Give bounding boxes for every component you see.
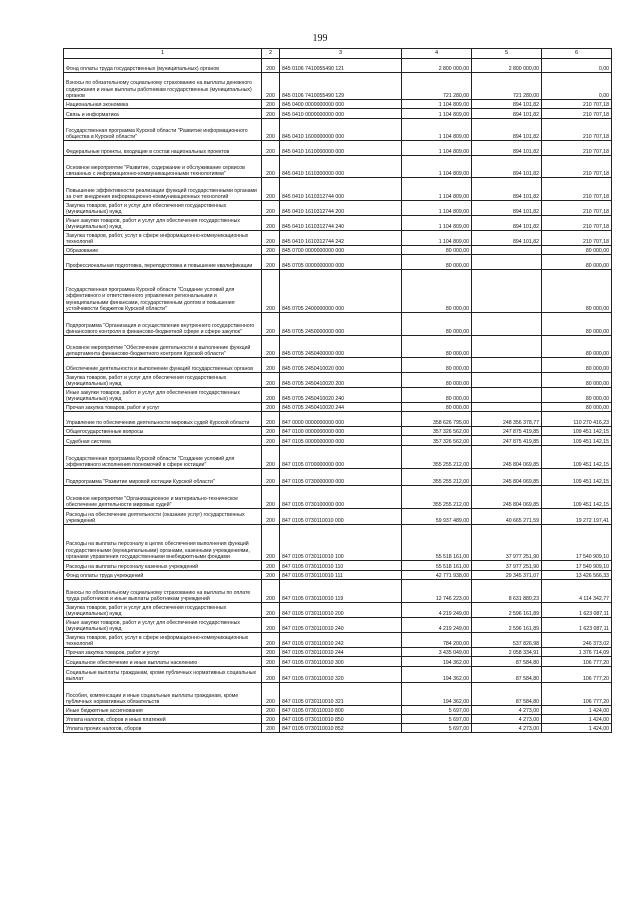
row-name-cell: Уплата налогов, сборов и иных платежей <box>64 715 262 724</box>
row-admin-code-cell: 200 <box>262 156 280 178</box>
row-remaining-amount-cell: 210 707,18 <box>542 156 612 178</box>
row-executed-amount-cell: 894 101,82 <box>472 119 542 141</box>
row-approved-amount-cell: 80 000,00 <box>402 388 472 403</box>
row-remaining-amount-cell: 80 000,00 <box>542 270 612 313</box>
row-approved-amount-cell: 5 697,00 <box>402 715 472 724</box>
row-approved-amount-cell: 59 937 489,00 <box>402 509 472 525</box>
row-budget-code-cell: 845 0705 2450410020 240 <box>280 388 402 403</box>
row-name-cell: Иные бюджетные ассигнования <box>64 706 262 715</box>
row-budget-code-cell: 845 0705 2450410020 200 <box>280 373 402 388</box>
row-approved-amount-cell: 194 362,00 <box>402 657 472 667</box>
row-executed-amount-cell <box>472 336 542 358</box>
row-admin-code-cell: 200 <box>262 469 280 486</box>
table-row <box>64 633 612 648</box>
row-name-cell: Государственная программа Курской области "Создание условий для эффективного исполнения полномочий в сфере юстиции" <box>64 446 262 469</box>
row-admin-code-cell: 200 <box>262 403 280 412</box>
row-executed-amount-cell: 87 584,80 <box>472 667 542 683</box>
row-remaining-amount-cell: 1 376 714,09 <box>542 648 612 657</box>
row-admin-code-cell: 200 <box>262 201 280 216</box>
row-name-cell: Закупка товаров, работ и услуг для обеспечения государственных (муниципальных) нужд <box>64 603 262 618</box>
row-budget-code-cell: 845 0410 1600000000 000 <box>280 119 402 141</box>
row-remaining-amount-cell: 106 777,20 <box>542 667 612 683</box>
row-name-cell: Прочая закупка товаров, работ и услуг <box>64 648 262 657</box>
row-budget-code-cell: 845 0410 1610312744 242 <box>280 231 402 246</box>
table-row <box>64 100 612 109</box>
row-name-cell: Прочая закупка товаров, работ и услуг <box>64 403 262 412</box>
row-executed-amount-cell: 2 800 000,00 <box>472 59 542 73</box>
row-admin-code-cell: 200 <box>262 231 280 246</box>
row-admin-code-cell: 200 <box>262 336 280 358</box>
table-row <box>64 509 612 525</box>
row-name-cell: Социальные выплаты гражданам, кроме публичных нормативных социальных выплат <box>64 667 262 683</box>
row-approved-amount-cell: 5 697,00 <box>402 724 472 733</box>
row-budget-code-cell: 847 0105 0730100000 000 <box>280 486 402 509</box>
row-remaining-amount-cell: 210 707,18 <box>542 231 612 246</box>
row-approved-amount-cell: 1 104 809,00 <box>402 201 472 216</box>
row-admin-code-cell: 200 <box>262 724 280 733</box>
row-budget-code-cell: 845 0705 2400000000 000 <box>280 270 402 313</box>
row-remaining-amount-cell: 210 707,18 <box>542 141 612 156</box>
row-approved-amount-cell: 194 362,00 <box>402 667 472 683</box>
row-budget-code-cell: 845 0106 7410055490 129 <box>280 73 402 100</box>
row-executed-amount-cell: 894 101,82 <box>472 109 542 119</box>
column-header: 1 <box>64 49 262 59</box>
row-admin-code-cell: 200 <box>262 358 280 373</box>
row-budget-code-cell: 845 0410 1610312744 240 <box>280 216 402 231</box>
row-name-cell: Пособия, компенсации и иные социальные выплаты гражданам, кроме публичных нормативных обязательств <box>64 683 262 706</box>
row-name-cell: Основное мероприятие "Развитие, содержание и обслуживание сервисов связанных с информационно-коммуникационными технологиями" <box>64 156 262 178</box>
row-approved-amount-cell: 80 000,00 <box>402 313 472 336</box>
row-budget-code-cell: 845 0705 0000000000 000 <box>280 255 402 270</box>
table-row <box>64 255 612 270</box>
row-admin-code-cell: 200 <box>262 446 280 469</box>
row-name-cell: Расходы на выплаты персоналу в целях обеспечения выполнения функций государственными (муниципальными) органами, казенными учреждениями, органами управления государственными внебюджетными фондами <box>64 525 262 561</box>
table-row <box>64 446 612 469</box>
row-approved-amount-cell: 4 219 249,00 <box>402 618 472 633</box>
table-row <box>64 667 612 683</box>
row-approved-amount-cell: 358 626 795,00 <box>402 412 472 427</box>
row-admin-code-cell: 200 <box>262 246 280 255</box>
table-row <box>64 109 612 119</box>
row-name-cell: Общегосударственные вопросы <box>64 427 262 436</box>
row-executed-amount-cell: 721 280,00 <box>472 73 542 100</box>
column-header: 6 <box>542 49 612 59</box>
table-row <box>64 571 612 580</box>
row-budget-code-cell: 847 0105 0730110010 800 <box>280 706 402 715</box>
row-remaining-amount-cell: 1 623 087,11 <box>542 618 612 633</box>
row-approved-amount-cell: 42 771 938,00 <box>402 571 472 580</box>
table-row <box>64 141 612 156</box>
row-executed-amount-cell <box>472 358 542 373</box>
row-budget-code-cell: 845 0705 2450400000 000 <box>280 336 402 358</box>
table-row <box>64 246 612 255</box>
row-name-cell: Образование <box>64 246 262 255</box>
row-remaining-amount-cell: 13 426 566,33 <box>542 571 612 580</box>
row-approved-amount-cell: 80 000,00 <box>402 358 472 373</box>
row-executed-amount-cell: 40 665 271,59 <box>472 509 542 525</box>
table-row <box>64 469 612 486</box>
row-executed-amount-cell: 894 101,82 <box>472 201 542 216</box>
row-executed-amount-cell: 4 273,00 <box>472 715 542 724</box>
row-executed-amount-cell <box>472 313 542 336</box>
row-executed-amount-cell <box>472 403 542 412</box>
row-remaining-amount-cell: 80 000,00 <box>542 255 612 270</box>
table-row <box>64 561 612 571</box>
table-row <box>64 313 612 336</box>
row-name-cell: Иные закупки товаров, работ и услуг для обеспечения государственных (муниципальных) нужд <box>64 216 262 231</box>
row-approved-amount-cell: 80 000,00 <box>402 255 472 270</box>
row-name-cell: Обеспечение деятельности и выполнение функций государственных органов <box>64 358 262 373</box>
row-remaining-amount-cell: 80 000,00 <box>542 246 612 255</box>
row-approved-amount-cell: 784 200,00 <box>402 633 472 648</box>
row-remaining-amount-cell: 80 000,00 <box>542 358 612 373</box>
row-admin-code-cell: 200 <box>262 436 280 446</box>
row-admin-code-cell: 200 <box>262 561 280 571</box>
row-remaining-amount-cell: 106 777,20 <box>542 683 612 706</box>
row-approved-amount-cell: 4 219 249,00 <box>402 603 472 618</box>
table-row <box>64 486 612 509</box>
row-name-cell: Уплата прочих налогов, сборов <box>64 724 262 733</box>
row-approved-amount-cell: 355 255 212,00 <box>402 446 472 469</box>
row-budget-code-cell: 847 0105 0730110010 850 <box>280 715 402 724</box>
row-approved-amount-cell: 5 697,00 <box>402 706 472 715</box>
row-admin-code-cell: 200 <box>262 313 280 336</box>
table-row <box>64 657 612 667</box>
table-row <box>64 358 612 373</box>
row-budget-code-cell: 845 0106 7410055490 121 <box>280 59 402 73</box>
row-admin-code-cell: 200 <box>262 633 280 648</box>
row-budget-code-cell: 847 0105 0700000000 000 <box>280 446 402 469</box>
budget-table <box>63 48 612 733</box>
row-name-cell: Взносы по обязательному социальному страхованию на выплаты денежного содержания и иные выплаты работникам государственных (муниципальных) органов <box>64 73 262 100</box>
table-row <box>64 436 612 446</box>
table-row <box>64 724 612 733</box>
table-row <box>64 618 612 633</box>
row-executed-amount-cell <box>472 255 542 270</box>
row-executed-amount-cell: 87 584,80 <box>472 683 542 706</box>
row-budget-code-cell: 847 0105 0730110010 320 <box>280 667 402 683</box>
row-approved-amount-cell: 1 104 809,00 <box>402 231 472 246</box>
row-approved-amount-cell: 12 746 223,00 <box>402 580 472 603</box>
row-admin-code-cell: 200 <box>262 100 280 109</box>
table-row <box>64 73 612 100</box>
row-name-cell: Связь и информатика <box>64 109 262 119</box>
row-budget-code-cell: 847 0105 0730110010 119 <box>280 580 402 603</box>
table-row <box>64 231 612 246</box>
row-admin-code-cell: 200 <box>262 59 280 73</box>
row-name-cell: Закупка товаров, работ, услуг в сфере информационно-коммуникационных технологий <box>64 633 262 648</box>
row-remaining-amount-cell: 4 114 342,77 <box>542 580 612 603</box>
row-name-cell: Закупка товаров, работ и услуг для обеспечения государственных (муниципальных) нужд <box>64 201 262 216</box>
row-approved-amount-cell: 355 255 212,00 <box>402 469 472 486</box>
row-budget-code-cell: 845 0705 2450410020 000 <box>280 358 402 373</box>
row-budget-code-cell: 847 0105 0730110010 240 <box>280 618 402 633</box>
row-admin-code-cell: 200 <box>262 667 280 683</box>
row-approved-amount-cell: 357 326 562,00 <box>402 427 472 436</box>
row-executed-amount-cell: 894 101,82 <box>472 141 542 156</box>
row-approved-amount-cell: 2 800 000,00 <box>402 59 472 73</box>
row-admin-code-cell: 200 <box>262 270 280 313</box>
row-budget-code-cell: 845 0700 0000000000 000 <box>280 246 402 255</box>
row-budget-code-cell: 845 0705 2450410020 244 <box>280 403 402 412</box>
row-remaining-amount-cell: 109 451 142,15 <box>542 446 612 469</box>
row-admin-code-cell: 200 <box>262 571 280 580</box>
row-approved-amount-cell: 55 518 161,00 <box>402 561 472 571</box>
row-executed-amount-cell: 8 631 880,23 <box>472 580 542 603</box>
table-row <box>64 412 612 427</box>
row-remaining-amount-cell: 210 707,18 <box>542 216 612 231</box>
row-admin-code-cell: 200 <box>262 427 280 436</box>
row-executed-amount-cell: 2 058 334,91 <box>472 648 542 657</box>
row-remaining-amount-cell: 0,00 <box>542 59 612 73</box>
row-executed-amount-cell: 894 101,82 <box>472 178 542 201</box>
table-row <box>64 427 612 436</box>
row-name-cell: Социальное обеспечение и иные выплаты населению <box>64 657 262 667</box>
table-row <box>64 119 612 141</box>
row-budget-code-cell: 847 0105 0000000000 000 <box>280 436 402 446</box>
row-admin-code-cell: 200 <box>262 486 280 509</box>
table-row <box>64 683 612 706</box>
row-admin-code-cell: 200 <box>262 216 280 231</box>
page-number: 199 <box>312 33 328 44</box>
table-row <box>64 373 612 388</box>
row-remaining-amount-cell: 109 451 142,15 <box>542 427 612 436</box>
row-remaining-amount-cell: 1 424,00 <box>542 706 612 715</box>
row-approved-amount-cell: 357 326 562,00 <box>402 436 472 446</box>
row-executed-amount-cell: 245 804 069,85 <box>472 446 542 469</box>
row-name-cell: Национальная экономика <box>64 100 262 109</box>
row-approved-amount-cell: 1 104 809,00 <box>402 141 472 156</box>
table-row <box>64 706 612 715</box>
row-budget-code-cell: 847 0105 0730110010 852 <box>280 724 402 733</box>
row-approved-amount-cell: 1 104 809,00 <box>402 156 472 178</box>
row-admin-code-cell: 200 <box>262 683 280 706</box>
column-header: 2 <box>262 49 280 59</box>
row-remaining-amount-cell: 109 451 142,15 <box>542 486 612 509</box>
row-admin-code-cell: 200 <box>262 525 280 561</box>
row-executed-amount-cell: 4 273,00 <box>472 706 542 715</box>
row-executed-amount-cell: 894 101,82 <box>472 100 542 109</box>
column-header: 5 <box>472 49 542 59</box>
table-row <box>64 201 612 216</box>
row-name-cell: Судебная система <box>64 436 262 446</box>
row-budget-code-cell: 845 0410 0000000000 000 <box>280 109 402 119</box>
row-remaining-amount-cell: 1 424,00 <box>542 715 612 724</box>
row-admin-code-cell: 200 <box>262 580 280 603</box>
row-admin-code-cell: 200 <box>262 119 280 141</box>
row-admin-code-cell: 200 <box>262 618 280 633</box>
row-remaining-amount-cell: 210 707,18 <box>542 119 612 141</box>
table-row <box>64 178 612 201</box>
table-row <box>64 388 612 403</box>
row-approved-amount-cell: 80 000,00 <box>402 246 472 255</box>
row-executed-amount-cell <box>472 388 542 403</box>
table-row <box>64 156 612 178</box>
row-budget-code-cell: 847 0105 0730110010 244 <box>280 648 402 657</box>
row-name-cell: Государственная программа Курской области "Развитие информационного общества в Курской области" <box>64 119 262 141</box>
row-remaining-amount-cell: 19 272 197,41 <box>542 509 612 525</box>
table-row <box>64 648 612 657</box>
row-budget-code-cell: 847 0105 0730110010 300 <box>280 657 402 667</box>
row-budget-code-cell: 847 0105 0730110010 200 <box>280 603 402 618</box>
row-budget-code-cell: 845 0410 1610312744 200 <box>280 201 402 216</box>
row-executed-amount-cell: 245 804 069,85 <box>472 486 542 509</box>
row-executed-amount-cell <box>472 246 542 255</box>
table-row <box>64 59 612 73</box>
row-approved-amount-cell: 1 104 809,00 <box>402 178 472 201</box>
row-remaining-amount-cell: 210 707,18 <box>542 201 612 216</box>
row-admin-code-cell: 200 <box>262 109 280 119</box>
row-remaining-amount-cell: 17 540 909,10 <box>542 525 612 561</box>
row-budget-code-cell: 847 0105 0730110010 321 <box>280 683 402 706</box>
row-admin-code-cell: 200 <box>262 73 280 100</box>
row-budget-code-cell: 845 0410 1610000000 000 <box>280 141 402 156</box>
row-executed-amount-cell <box>472 270 542 313</box>
row-admin-code-cell: 200 <box>262 255 280 270</box>
table-row <box>64 336 612 358</box>
row-approved-amount-cell: 1 104 809,00 <box>402 100 472 109</box>
row-approved-amount-cell: 80 000,00 <box>402 270 472 313</box>
row-remaining-amount-cell: 110 270 416,23 <box>542 412 612 427</box>
row-approved-amount-cell: 80 000,00 <box>402 336 472 358</box>
row-budget-code-cell: 847 0105 0730110010 110 <box>280 561 402 571</box>
table-body <box>64 59 612 733</box>
row-executed-amount-cell: 2 596 161,89 <box>472 618 542 633</box>
table-row <box>64 525 612 561</box>
row-executed-amount-cell: 37 977 251,90 <box>472 561 542 571</box>
row-name-cell: Расходы на выплаты персоналу казенных учреждений <box>64 561 262 571</box>
row-remaining-amount-cell: 210 707,18 <box>542 109 612 119</box>
row-remaining-amount-cell: 210 707,18 <box>542 100 612 109</box>
row-name-cell: Подпрограмма "Организация и осуществление внутреннего государственного финансового контроля в финансово-бюджетной сфере и сфере закупок" <box>64 313 262 336</box>
row-name-cell: Основное мероприятие "Обеспечение деятельности и выполнение функций департамента финансово-бюджетного контроля Курской области" <box>64 336 262 358</box>
row-name-cell: Подпрограмма "Развитие мировой юстиции Курской области" <box>64 469 262 486</box>
row-remaining-amount-cell: 0,00 <box>542 73 612 100</box>
row-admin-code-cell: 200 <box>262 657 280 667</box>
row-approved-amount-cell: 80 000,00 <box>402 403 472 412</box>
row-admin-code-cell: 200 <box>262 178 280 201</box>
row-executed-amount-cell: 894 101,82 <box>472 156 542 178</box>
row-approved-amount-cell: 721 280,00 <box>402 73 472 100</box>
table-row <box>64 403 612 412</box>
row-name-cell: Основное мероприятие "Организационное и материально-техническое обеспечение деятельности мировых судей" <box>64 486 262 509</box>
row-budget-code-cell: 847 0105 0730000000 000 <box>280 469 402 486</box>
row-executed-amount-cell: 87 584,80 <box>472 657 542 667</box>
row-budget-code-cell: 847 0100 0000000000 000 <box>280 427 402 436</box>
row-name-cell: Иные закупки товаров, работ и услуг для обеспечения государственных (муниципальных) нужд <box>64 618 262 633</box>
row-admin-code-cell: 200 <box>262 715 280 724</box>
row-admin-code-cell: 200 <box>262 388 280 403</box>
row-executed-amount-cell: 247 875 419,85 <box>472 427 542 436</box>
row-name-cell: Государственная программа Курской области "Создание условий для эффективного и ответственного управления региональными и муниципальными финансами, государственным долгом и повышения устойчивости бюджетов Курской области" <box>64 270 262 313</box>
row-executed-amount-cell: 245 804 069,85 <box>472 469 542 486</box>
row-executed-amount-cell: 4 273,00 <box>472 724 542 733</box>
row-executed-amount-cell: 894 101,82 <box>472 216 542 231</box>
row-admin-code-cell: 200 <box>262 648 280 657</box>
row-admin-code-cell: 200 <box>262 706 280 715</box>
row-name-cell: Фонд оплаты труда государственных (муниципальных) органов <box>64 59 262 73</box>
row-approved-amount-cell: 3 435 049,00 <box>402 648 472 657</box>
row-budget-code-cell: 847 0105 0730110010 100 <box>280 525 402 561</box>
table-row <box>64 216 612 231</box>
row-budget-code-cell: 847 0105 0730110010 000 <box>280 509 402 525</box>
row-approved-amount-cell: 80 000,00 <box>402 373 472 388</box>
table-row <box>64 603 612 618</box>
row-remaining-amount-cell: 246 373,02 <box>542 633 612 648</box>
row-executed-amount-cell: 894 101,82 <box>472 231 542 246</box>
row-executed-amount-cell: 248 356 378,77 <box>472 412 542 427</box>
row-budget-code-cell: 847 0000 0000000000 000 <box>280 412 402 427</box>
table-row <box>64 580 612 603</box>
row-remaining-amount-cell: 109 451 142,15 <box>542 436 612 446</box>
row-remaining-amount-cell: 106 777,20 <box>542 657 612 667</box>
row-remaining-amount-cell: 1 424,00 <box>542 724 612 733</box>
row-executed-amount-cell: 537 826,98 <box>472 633 542 648</box>
row-name-cell: Профессиональная подготовка, переподготовка и повышение квалификации <box>64 255 262 270</box>
row-name-cell: Взносы по обязательному социальному страхованию на выплаты по оплате труда работников и иные выплаты работникам учреждений <box>64 580 262 603</box>
row-budget-code-cell: 845 0400 0000000000 000 <box>280 100 402 109</box>
row-name-cell: Закупка товаров, работ и услуг для обеспечения государственных (муниципальных) нужд <box>64 373 262 388</box>
row-remaining-amount-cell: 109 451 142,15 <box>542 469 612 486</box>
row-admin-code-cell: 200 <box>262 603 280 618</box>
row-budget-code-cell: 845 0705 2450000000 000 <box>280 313 402 336</box>
row-remaining-amount-cell: 80 000,00 <box>542 373 612 388</box>
row-name-cell: Иные закупки товаров, работ и услуг для обеспечения государственных (муниципальных) нужд <box>64 388 262 403</box>
row-name-cell: Повышение эффективности реализации функций государственными органами за счет внедрения информационно-коммуникационных технологий <box>64 178 262 201</box>
row-executed-amount-cell <box>472 373 542 388</box>
row-admin-code-cell: 200 <box>262 412 280 427</box>
row-approved-amount-cell: 1 104 809,00 <box>402 119 472 141</box>
row-name-cell: Расходы на обеспечение деятельности (оказание услуг) государственных учреждений <box>64 509 262 525</box>
column-header: 4 <box>402 49 472 59</box>
row-approved-amount-cell: 194 362,00 <box>402 683 472 706</box>
row-name-cell: Закупка товаров, работ, услуг в сфере информационно-коммуникационных технологий <box>64 231 262 246</box>
row-budget-code-cell: 847 0105 0730110010 111 <box>280 571 402 580</box>
row-name-cell: Фонд оплаты труда учреждений <box>64 571 262 580</box>
table-row <box>64 270 612 313</box>
table-header <box>64 49 612 59</box>
row-remaining-amount-cell: 80 000,00 <box>542 388 612 403</box>
row-remaining-amount-cell: 210 707,18 <box>542 178 612 201</box>
row-budget-code-cell: 845 0410 1610300000 000 <box>280 156 402 178</box>
column-header: 3 <box>280 49 402 59</box>
row-remaining-amount-cell: 80 000,00 <box>542 403 612 412</box>
row-approved-amount-cell: 1 104 809,00 <box>402 216 472 231</box>
row-executed-amount-cell: 247 875 419,85 <box>472 436 542 446</box>
row-remaining-amount-cell: 17 540 909,10 <box>542 561 612 571</box>
row-budget-code-cell: 847 0105 0730110010 242 <box>280 633 402 648</box>
row-admin-code-cell: 200 <box>262 141 280 156</box>
row-executed-amount-cell: 37 977 251,90 <box>472 525 542 561</box>
row-admin-code-cell: 200 <box>262 373 280 388</box>
row-remaining-amount-cell: 80 000,00 <box>542 313 612 336</box>
row-name-cell: Управление по обеспечению деятельности мировых судей Курской области <box>64 412 262 427</box>
table-row <box>64 715 612 724</box>
row-remaining-amount-cell: 1 623 087,11 <box>542 603 612 618</box>
row-executed-amount-cell: 2 596 161,89 <box>472 603 542 618</box>
row-admin-code-cell: 200 <box>262 509 280 525</box>
row-approved-amount-cell: 55 518 161,00 <box>402 525 472 561</box>
row-name-cell: Федеральные проекты, входящие в состав национальных проектов <box>64 141 262 156</box>
header-row <box>64 49 612 59</box>
row-approved-amount-cell: 1 104 809,00 <box>402 109 472 119</box>
row-approved-amount-cell: 355 255 212,00 <box>402 486 472 509</box>
row-budget-code-cell: 845 0410 1610312744 000 <box>280 178 402 201</box>
row-executed-amount-cell: 29 345 371,07 <box>472 571 542 580</box>
row-remaining-amount-cell: 80 000,00 <box>542 336 612 358</box>
